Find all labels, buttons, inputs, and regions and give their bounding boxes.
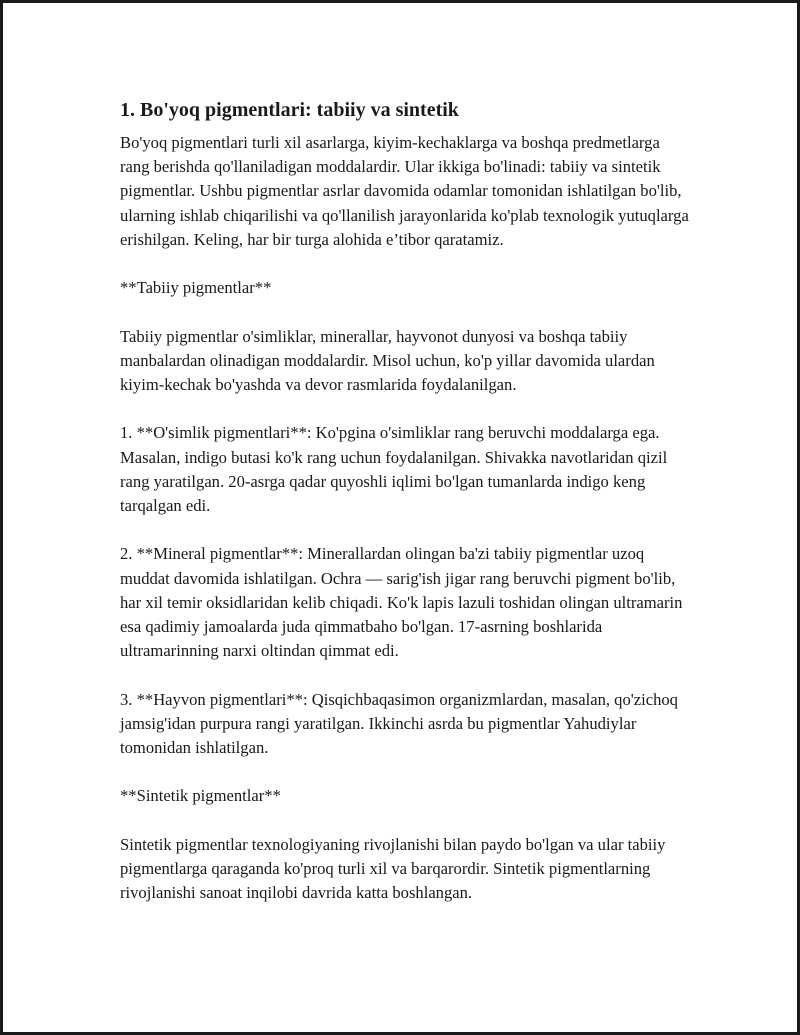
natural-pigments-heading: **Tabiiy pigmentlar** bbox=[120, 278, 272, 298]
synthetic-pigments-paragraph: Sintetik pigmentlar texnologiyaning rivojlanishi bilan paydo bo'lgan va ular tabiiy pigmentlarga qaraganda ko'proq turli xil va barqarordir. Sintetik pigmentlarning rivojlanishi sanoat inqilobi davrida katta boshlangan. bbox=[120, 834, 666, 903]
document-body bbox=[120, 97, 690, 930]
synthetic-pigments-heading: **Sintetik pigmentlar** bbox=[120, 786, 281, 806]
plant-pigments-paragraph: 1. **O'simlik pigmentlari**: Ko'pgina o'simliklar rang beruvchi moddalarga ega. Masalan, indigo butasi ko'k rang uchun foydalanilgan. Shivakka navotlaridan qizil rang yaratilgan. 20-asrga qadar quyoshli iqlimi bo'lgan tumanlarda indigo keng tarqalgan edi. bbox=[120, 423, 668, 515]
natural-pigments-paragraph: Tabiiy pigmentlar o'simliklar, minerallar, hayvonot dunyosi va boshqa tabiiy manbalardan olinadigan moddalardir. Misol uchun, ko'p yillar davomida ulardan kiyim-kechak bo'yashda va devor rasmlarida foydalanilgan. bbox=[120, 326, 655, 394]
mineral-pigments-paragraph: 2. **Mineral pigmentlar**: Minerallardan olingan ba'zi tabiiy pigmentlar uzoq muddat davomida ishlatilgan. Ochra — sarig'ish jigar rang beruvchi pigment bo'lib, har xil temir oksidlaridan kelib chiqadi. Ko'k lapis lazuli toshidan olingan ultramarin esa qadimiy jamoalarda juda qimmatbaho bo'lgan. 17-asrning boshlarida ultramarinning narxi oltindan qimmat edi. bbox=[120, 544, 683, 661]
document-title: 1. Bo'yoq pigmentlari: tabiiy va sintetik bbox=[120, 99, 459, 121]
animal-pigments-paragraph: 3. **Hayvon pigmentlari**: Qisqichbaqasimon organizmlardan, masalan, qo'zichoq jamsig'idan purpura rangi yaratilgan. Ikkinchi asrda bu pigmentlar Yahudiylar tomonidan ishlatilgan. bbox=[120, 689, 678, 757]
intro-paragraph: Bo'yoq pigmentlari turli xil asarlarga, kiyim-kechaklarga va boshqa predmetlarga rang berishda qo'llaniladigan moddalardir. Ular ikkiga bo'linadi: tabiiy va sintetik pigmentlar. Ushbu pigmentlar asrlar davomida odamlar tomonidan ishlatilgan bo'lib, ularning ishlab chiqarilishi va qo'llanilish jarayonlarida ko'plab texnologik yutuqlarga erishilgan. Keling, har bir turga alohida e’tibor qaratamiz. bbox=[120, 133, 689, 249]
